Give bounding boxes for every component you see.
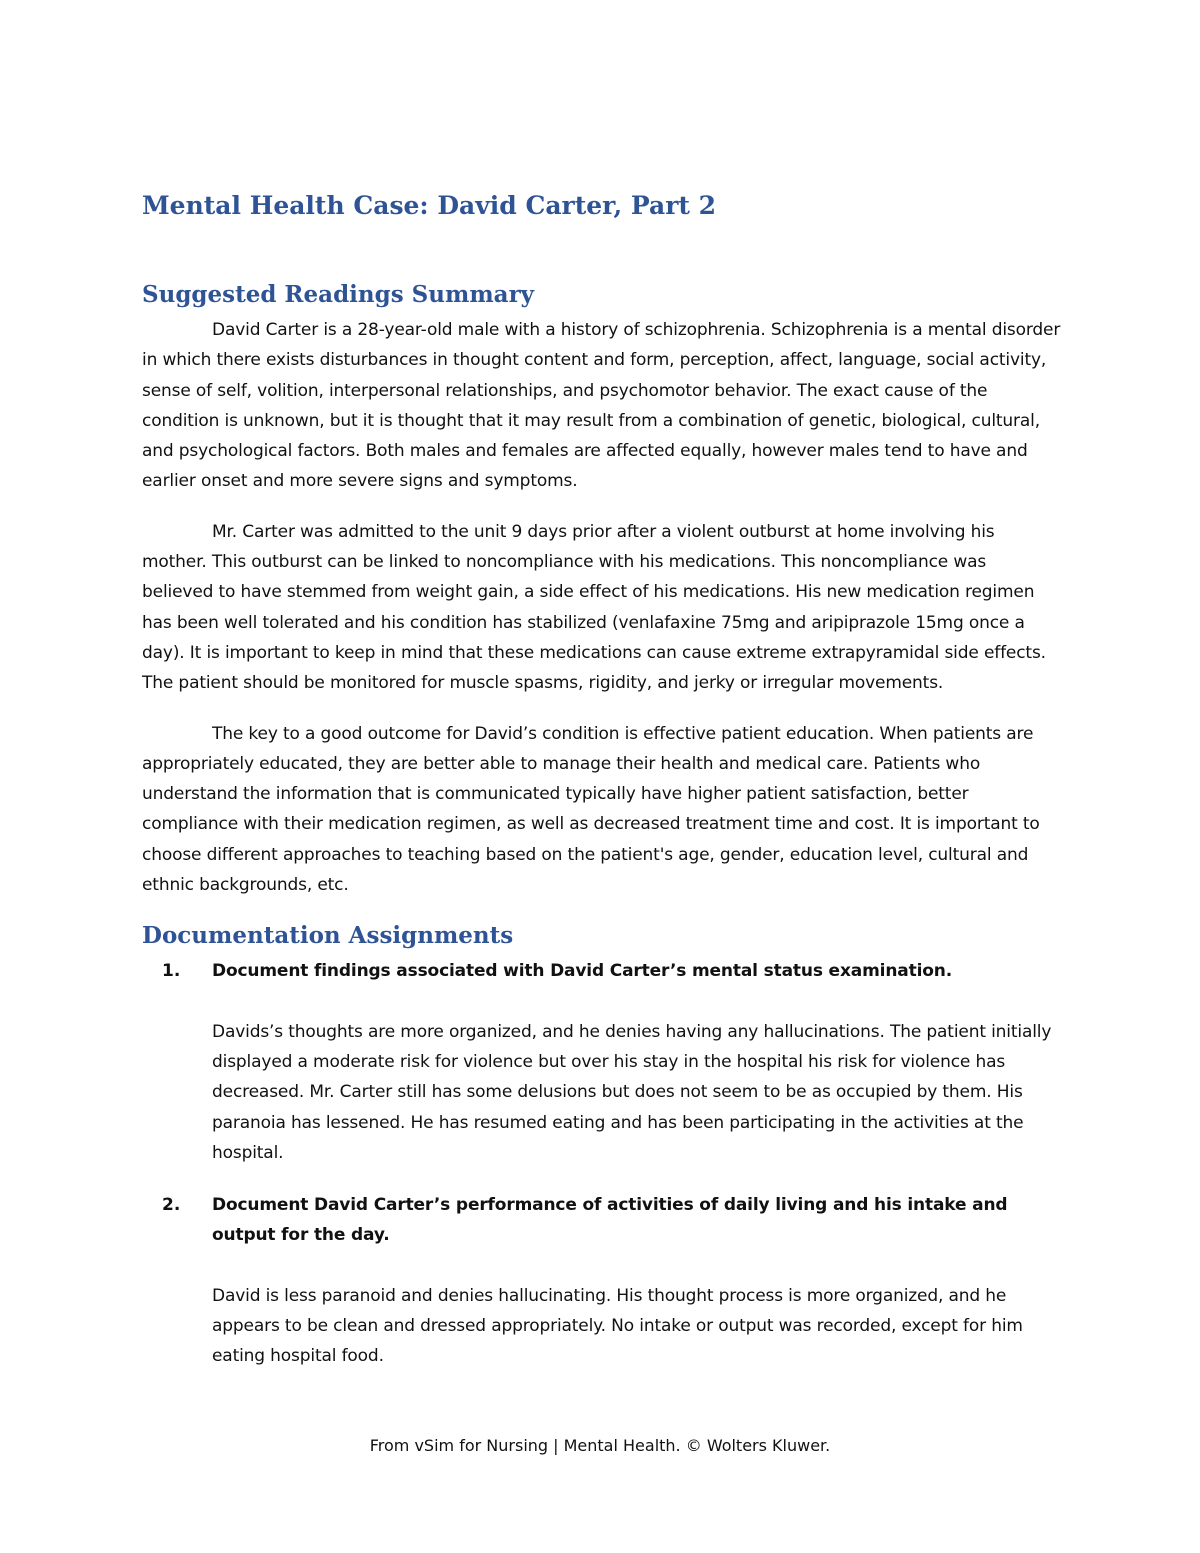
list-item bbox=[142, 956, 1062, 1168]
assignment-list bbox=[142, 956, 1062, 1371]
assignment-answer: Davids’s thoughts are more organized, and he denies having any hallucinations. The patient initially displayed a moderate risk for violence but over his stay in the hospital his risk for violence has decreased. Mr. Carter still has some delusions but does not seem to be as occupied by them. His paranoia has lessened. He has resumed eating and has been participating in the activities at the hospital. bbox=[212, 1021, 1052, 1163]
list-item bbox=[142, 1190, 1062, 1371]
section-heading: Documentation Assignments bbox=[142, 922, 514, 950]
suggested-readings-section bbox=[142, 279, 1062, 900]
paragraph: David Carter is a 28-year-old male with a history of schizophrenia. Schizophrenia is a mental disorder in which there exists disturbances in thought content and form, perception, affect, language, social activity, sense of self, volition, interpersonal relationships, and psychomotor behavior. The exact cause of the condition is unknown, but it is thought that it may result from a combination of genetic, biological, cultural, and psychological factors. Both males and females are affected equally, however males tend to have and earlier onset and more severe signs and symptoms. bbox=[142, 320, 1061, 492]
section-heading: Suggested Readings Summary bbox=[142, 281, 535, 308]
assignment-question: Document David Carter’s performance of activities of daily living and his intake and output for the day. bbox=[212, 1195, 1008, 1246]
paragraph: The key to a good outcome for David’s condition is effective patient education. When patients are appropriately educated, they are better able to manage their health and medical care. Patients who understand the information that is communicated typically have higher patient satisfaction, better compliance with their medication regimen, as well as decreased treatment time and cost. It is important to choose different approaches to teaching based on the patient's age, gender, education level, cultural and ethnic backgrounds, etc. bbox=[142, 723, 1040, 896]
item-number: 1. bbox=[162, 961, 181, 982]
assignment-answer: David is less paranoid and denies hallucinating. His thought process is more organized, and he appears to be clean and dressed appropriately. No intake or output was recorded, except for him eating hospital food. bbox=[212, 1285, 1023, 1367]
documentation-assignments-section bbox=[142, 920, 1062, 1371]
page-title: Mental Health Case: David Carter, Part 2 bbox=[142, 191, 717, 220]
page-footer: From vSim for Nursing | Mental Health. © Wolters Kluwer. bbox=[369, 1436, 831, 1455]
assignment-question: Document findings associated with David Carter’s mental status examination. bbox=[212, 961, 953, 982]
item-number: 2. bbox=[162, 1195, 181, 1216]
paragraph: Mr. Carter was admitted to the unit 9 days prior after a violent outburst at home involving his mother. This outburst can be linked to noncompliance with his medications. This noncompliance was believed to have stemmed from weight gain, a side effect of his medications. His new medication regimen has been well tolerated and his condition has stabilized (venlafaxine 75mg and aripiprazole 15mg once a day). It is important to keep in mind that these medications can cause extreme extrapyramidal side effects. The patient should be monitored for muscle spasms, rigidity, and jerky or irregular movements. bbox=[142, 521, 1046, 694]
document-body bbox=[142, 188, 1062, 1394]
